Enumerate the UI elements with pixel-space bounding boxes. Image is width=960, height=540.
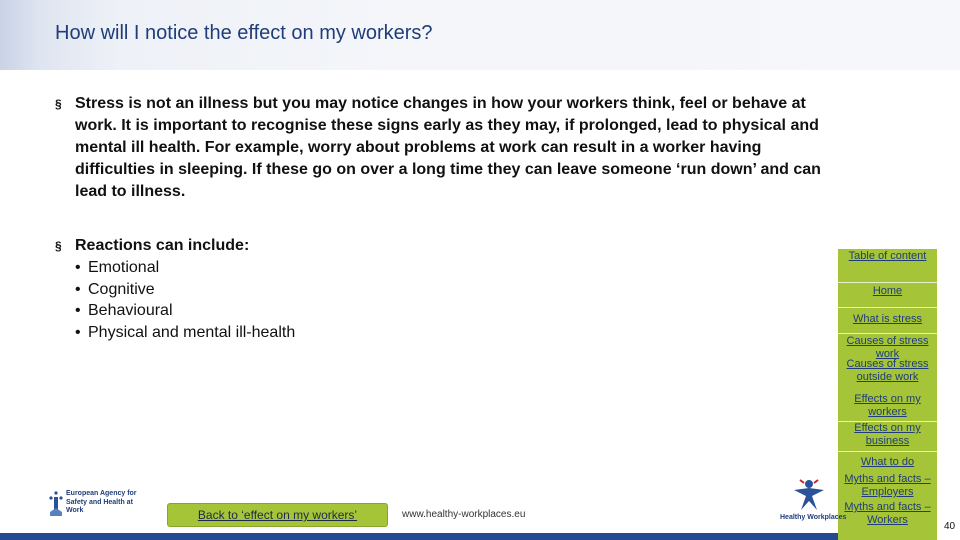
nav-link-what-is-stress[interactable]: What is stress [852,313,923,325]
nav-divider [838,333,937,334]
dot-bullet-icon: • [75,280,81,298]
nav-divider [838,307,937,308]
nav-link-effects-workers[interactable]: Effects on my workers [854,393,921,418]
list-item [75,257,555,279]
nav-divider [838,282,937,283]
nav-link-table-of-content[interactable]: Table of content [848,250,927,262]
nav-link-myths-workers[interactable]: Myths and facts – Workers [844,501,931,526]
list-item-label: Physical and mental ill-health [88,323,296,341]
healthy-workplaces-label: Healthy Workplaces [780,514,847,521]
nav-divider [838,451,937,452]
eu-stars-icon [48,490,64,518]
list-item [75,279,555,301]
nav-link-effects-business[interactable]: Effects on my business [854,422,921,447]
list-item [75,300,555,322]
page-title: How will I notice the effect on my workers? [55,22,433,44]
reactions-list [55,257,555,343]
list-item-label: Behavioural [88,302,173,319]
healthy-workplaces-logo [778,474,847,528]
page-number: 40 [944,521,956,532]
nav-link-what-to-do[interactable]: What to do [860,456,915,468]
square-bullet-icon: § [55,97,62,111]
main-content [55,93,835,203]
side-navigation [838,249,937,540]
nav-link-causes-outside-work[interactable]: Causes of stress outside work [846,358,929,383]
list-item-label: Emotional [88,259,160,276]
nav-link-myths-employers[interactable]: Myths and facts – Employers [844,473,931,498]
list-item [75,322,555,344]
dot-bullet-icon: • [75,259,81,276]
eu-osha-logo [48,488,158,522]
website-url[interactable]: www.healthy-workplaces.eu [402,509,526,520]
intro-paragraph [55,93,835,203]
slide-header [0,0,960,70]
dot-bullet-icon: • [75,323,81,341]
nav-link-home[interactable]: Home [872,285,903,297]
reactions-section [55,235,555,343]
intro-paragraph-text: Stress is not an illness but you may notice changes in how your workers think, feel or behave at work. It is important to recognise these signs early as they may, if prolonged, lead to physical and mental ill health. For example, worry about problems at work can result in a worker having difficulties in sleeping. If these go on over a long time they can leave someone ‘run down’ and can lead to illness. [75,95,821,200]
person-star-icon [784,474,834,514]
agency-name: European Agency for Safety and Health at Work [66,490,137,514]
reactions-heading [55,235,555,257]
square-bullet-icon: § [55,239,62,253]
dot-bullet-icon: • [75,302,81,319]
footer-bar [0,533,838,540]
reactions-heading-text: Reactions can include: [75,237,250,254]
list-item-label: Cognitive [88,280,155,298]
back-to-effect-button[interactable]: Back to ‘effect on my workers’ [167,503,388,527]
nav-link-causes-work[interactable]: Causes of stress work [846,335,929,360]
